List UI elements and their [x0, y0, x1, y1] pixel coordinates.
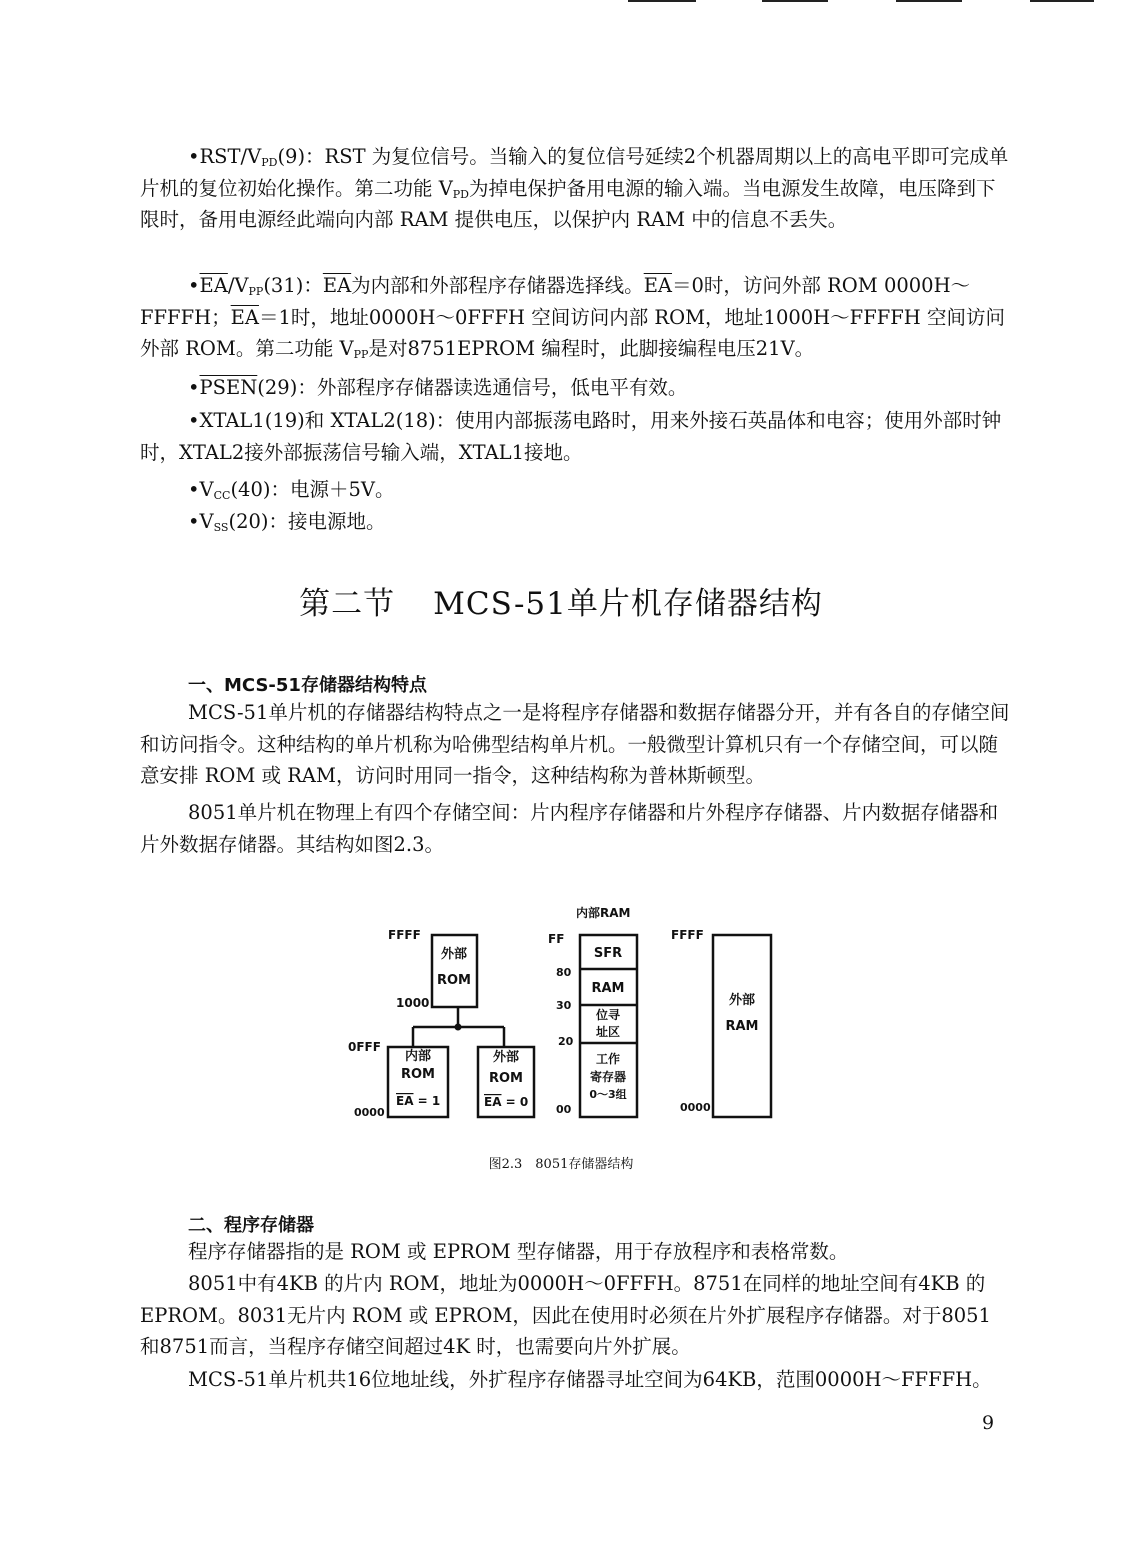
int-ram-sfr: SFR: [593, 946, 623, 961]
int-ram-addr-20: 20: [558, 1035, 574, 1048]
subsection-1-paragraph-1: MCS-51单片机的存储器结构特点之一是将程序存储器和数据存储器分开，并有各自的存储空间和访问指令。这种结构的单片机称为哈佛型结构单片机。一般微型计算机只有一个存储空间，可以随意安排 ROM 或 RAM，访问时用同一指令，这种结构称为普林斯顿型。: [140, 701, 1010, 787]
top-rule-1: [628, 0, 696, 2]
int-rom-label-2: ROM: [401, 1067, 435, 1082]
subsection-1-heading: 一、MCS-51存储器结构特点: [188, 675, 427, 696]
ext-rom-addr-split: 1000: [396, 996, 430, 1010]
int-ram-title: 内部RAM: [576, 906, 631, 920]
int-ram-addr-ff: FF: [548, 932, 565, 946]
top-rule-4: [1030, 0, 1094, 2]
figure-caption: 图2.3 8051存储器结构: [488, 1157, 634, 1172]
int-ram-addr-30: 30: [556, 999, 572, 1012]
xtal-paragraph: •XTAL1(19)和 XTAL2(18)：使用内部振荡电路时，用来外接石英晶体和电容；使用外部时钟时，XTAL2接外部振荡信号输入端，XTAL1接地。: [140, 409, 1002, 464]
subsection-1-paragraph-2: 8051单片机在物理上有四个存储空间：片内程序存储器和片外程序存储器、片内数据存储器和片外数据存储器。其结构如图2.3。: [140, 801, 999, 856]
int-rom-ea: EA = 1: [396, 1094, 441, 1108]
ext-rom-label-2: ROM: [437, 973, 471, 988]
vss-paragraph: $•V_{SS}(20)$：接电源地。: [188, 510, 386, 534]
ext-ram-addr-top: FFFF: [671, 928, 704, 942]
int-ram-bit-1: 位寻: [595, 1008, 621, 1022]
ext-rom-upper-box: [432, 935, 477, 1007]
int-ram-addr-80: 80: [556, 966, 572, 979]
ext-rom-lower-ea: EA = 0: [484, 1095, 529, 1109]
rst-paragraph: $•RST/V_{PD}(9)$：RST 为复位信号。当输入的复位信号延续2个机器周期以上的高电平即可完成单片机的复位初始化操作。第二功能 $V_{PD}$为掉电保护备用电源的输入端。当电源发生故障，电压降到下限时，备用电源经此端向内部 RAM 提供电压，以保护内 RAM 中的信息不丢失。: [140, 145, 1009, 231]
ext-rom-addr-top: FFFF: [388, 928, 421, 942]
ext-rom-lower-label-1: 外部: [492, 1050, 520, 1065]
int-rom-addr-top: 0FFF: [348, 1040, 381, 1054]
ext-ram-label-2: RAM: [725, 1019, 759, 1034]
top-rule-3: [896, 0, 962, 2]
memory-structure-diagram: [340, 895, 800, 1130]
int-ram-ram: RAM: [591, 981, 625, 996]
ext-rom-lower-label-2: ROM: [489, 1071, 523, 1086]
subsection-2-paragraph-3: MCS-51单片机共16位地址线，外扩程序存储器寻址空间为64KB，范围0000H～FFFFH。: [188, 1368, 992, 1391]
subsection-2-paragraph-1: 程序存储器指的是 ROM 或 EPROM 型存储器，用于存放程序和表格常数。: [188, 1240, 849, 1263]
psen-paragraph: •PSEN(29)：外部程序存储器读选通信号，低电平有效。: [188, 376, 688, 399]
int-ram-reg-2: 寄存器: [589, 1070, 627, 1084]
section-heading: 第二节 MCS-51单片机存储器结构: [299, 586, 823, 622]
ext-ram-label-1: 外部: [728, 993, 756, 1008]
top-rule-2: [762, 0, 828, 2]
int-ram-reg-3: 0～3组: [589, 1088, 627, 1101]
int-rom-label-1: 内部: [404, 1049, 432, 1064]
ext-ram-addr-bottom: 0000: [680, 1101, 711, 1114]
junction-dot: [455, 1024, 462, 1031]
int-ram-reg-1: 工作: [595, 1052, 621, 1066]
vcc-paragraph: $•V_{CC}(40)$：电源＋5V。: [188, 478, 395, 502]
page-number: 9: [982, 1412, 995, 1434]
subsection-2-heading: 二、程序存储器: [188, 1215, 314, 1236]
ea-paragraph: $•\overline{EA}/V_{PP}(31)$：$\overline{EA}$为内部和外部程序存储器选择线。$\overline{EA}=0$时，访问外部 ROM 0000H～FFFFH；$\overline{EA}=1$时，地址0000H～0FFFH 空间访问内部 ROM，地址1000H～FFFFH 空间访问外部 ROM。第二功能 $V_{PP}$是对8751EPROM 编程时，此脚接编程电压21V。: [140, 274, 1005, 361]
int-ram-addr-00: 00: [556, 1103, 572, 1116]
subsection-2-paragraph-2: 8051中有4KB 的片内 ROM，地址为0000H～0FFFH。8751在同样的地址空间有4KB 的EPROM。8031无片内 ROM 或 EPROM，因此在使用时必须在片外扩展程序存储器。对于8051和8751而言，当程序存储空间超过4K 时，也需要向片外扩展。: [140, 1272, 991, 1358]
int-ram-bit-2: 址区: [595, 1025, 621, 1039]
ext-rom-label-1: 外部: [440, 947, 468, 962]
int-rom-addr-bottom: 0000: [354, 1106, 385, 1119]
